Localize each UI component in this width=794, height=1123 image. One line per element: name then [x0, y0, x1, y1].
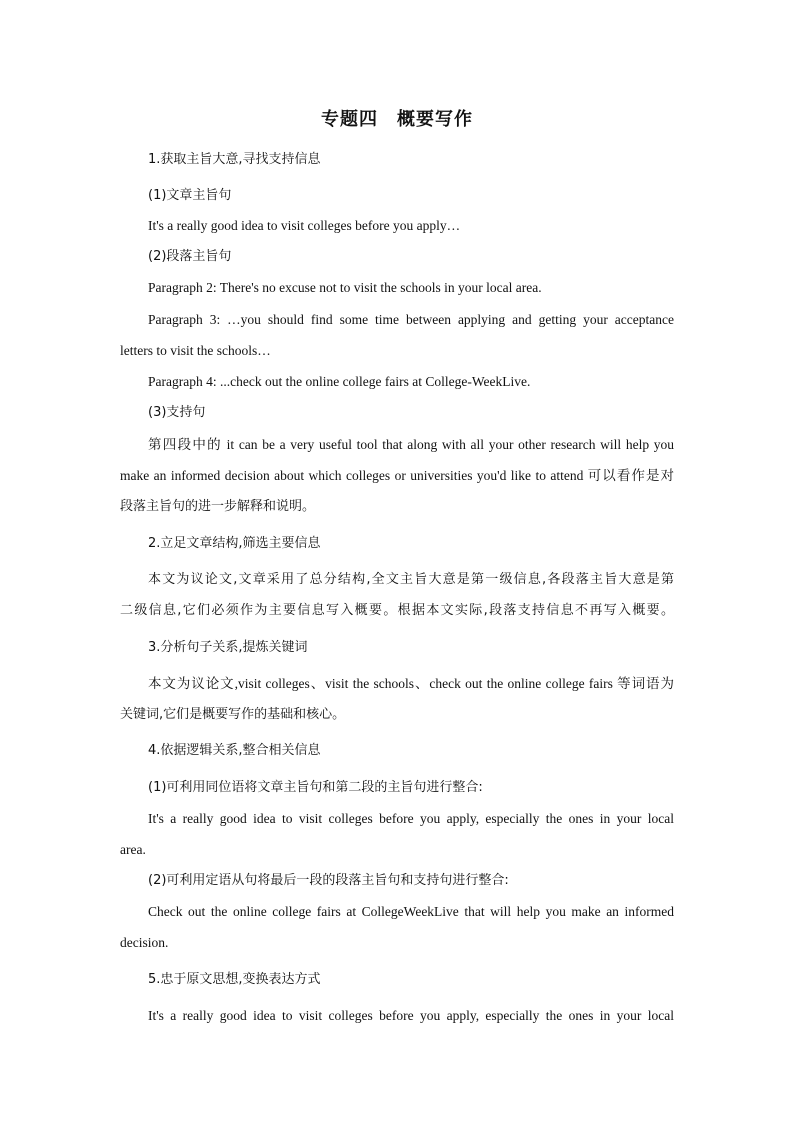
section-heading-5: 5.忠于原文思想,变换表达方式	[148, 972, 321, 987]
subheading-appositive: (1)可利用同位语将文章主旨句和第二段的主旨句进行整合:	[148, 780, 483, 795]
paragraph-3-topic-line-1: Paragraph 3: …you should find some time between applying and getting your acceptance	[148, 312, 674, 327]
subheading-supporting-sentence: (3)支持句	[148, 405, 206, 420]
topic-sentence-text: It's a really good idea to visit colleges before you apply…	[148, 218, 461, 233]
paragraph-2-topic: Paragraph 2: There's no excuse not to visit the schools in your local area.	[148, 280, 542, 295]
supporting-text-line-1: 第四段中的 it can be a very useful tool that along with all your other research will help you	[148, 437, 674, 452]
page-title: 专题四 概要写作	[321, 109, 473, 130]
supporting-text-line-2: make an informed decision about which colleges or universities you'd like to attend 可以看作是对	[120, 468, 674, 483]
section-heading-1: 1.获取主旨大意,寻找支持信息	[148, 152, 321, 167]
section-heading-4: 4.依据逻辑关系,整合相关信息	[148, 743, 321, 758]
appositive-example-line-2: area.	[120, 842, 146, 857]
subheading-attributive-clause: (2)可利用定语从句将最后一段的段落主旨句和支持句进行整合:	[148, 873, 509, 888]
keywords-text-line-1: 本文为议论文,visit colleges、visit the schools、check out the online college fairs 等词语为	[148, 676, 674, 691]
structure-text-line-1: 本文为议论文,文章采用了总分结构,全文主旨大意是第一级信息,各段落主旨大意是第	[148, 572, 674, 587]
paragraph-3-topic-line-2: letters to visit the schools…	[120, 343, 271, 358]
structure-text-line-2: 二级信息,它们必须作为主要信息写入概要。根据本文实际,段落支持信息不再写入概要。	[120, 603, 674, 618]
section-heading-3: 3.分析句子关系,提炼关键词	[148, 640, 308, 655]
supporting-text-line-3: 段落主旨句的进一步解释和说明。	[120, 499, 316, 514]
paraphrase-example-line-1: It's a really good idea to visit colleges before you apply, especially the ones in your local	[148, 1008, 674, 1023]
keywords-text-line-2: 关键词,它们是概要写作的基础和核心。	[120, 707, 346, 722]
paragraph-4-topic: Paragraph 4: ...check out the online college fairs at College-WeekLive.	[148, 374, 531, 389]
subheading-topic-sentence: (1)文章主旨句	[148, 188, 232, 203]
section-heading-2: 2.立足文章结构,筛选主要信息	[148, 536, 321, 551]
subheading-paragraph-topics: (2)段落主旨句	[148, 249, 232, 264]
appositive-example-line-1: It's a really good idea to visit colleges before you apply, especially the ones in your local	[148, 811, 674, 826]
attributive-example-line-2: decision.	[120, 935, 169, 950]
attributive-example-line-1: Check out the online college fairs at CollegeWeekLive that will help you make an informed	[148, 904, 674, 919]
